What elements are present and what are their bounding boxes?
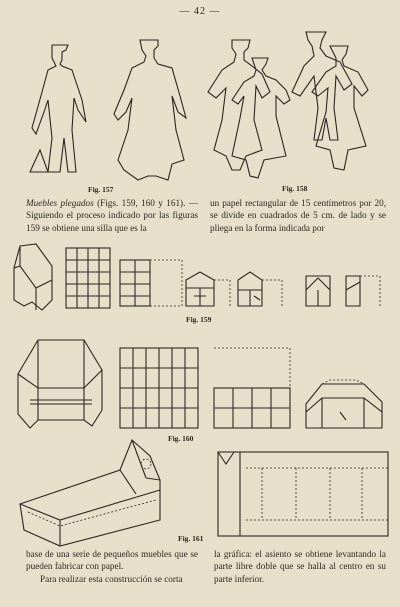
text-column-left-top — [26, 197, 198, 234]
text-column-right-bottom — [214, 548, 386, 585]
paragraph-left-bottom: base de una serie de pequeños muebles que se pueden fabricar con papel. — [26, 549, 198, 572]
caption-fig-159: Fig. 159 — [186, 315, 212, 324]
paragraph-left-top: (Figs. 159, 160 y 161). — Siguiendo el proceso indicado por las figuras 159 se obtiene una silla que es la — [26, 198, 198, 233]
caption-fig-158: Fig. 158 — [282, 184, 308, 193]
paragraph-right-top: un papel rectangular de 15 centímetros por 20, se divide en cuadrados de 5 cm. de lado y se pliega en la forma indicada por — [210, 198, 386, 233]
caption-fig-161: Fig. 161 — [178, 534, 204, 543]
paragraph-left-bottom-2: Para realizar esta construcción se corta — [40, 573, 183, 584]
paragraph-right-bottom: la gráfica: el asiento se obtiene levantando la parte libre doble que se halla al centro en su parte inferior. — [214, 549, 386, 584]
text-column-left-bottom — [26, 548, 198, 585]
caption-fig-157: Fig. 157 — [88, 185, 114, 194]
heading-italic-muebles: Muebles plegados — [26, 198, 94, 208]
page-number: — 42 — — [179, 6, 221, 17]
text-column-right-top — [210, 197, 386, 234]
caption-fig-160: Fig. 160 — [168, 434, 194, 443]
